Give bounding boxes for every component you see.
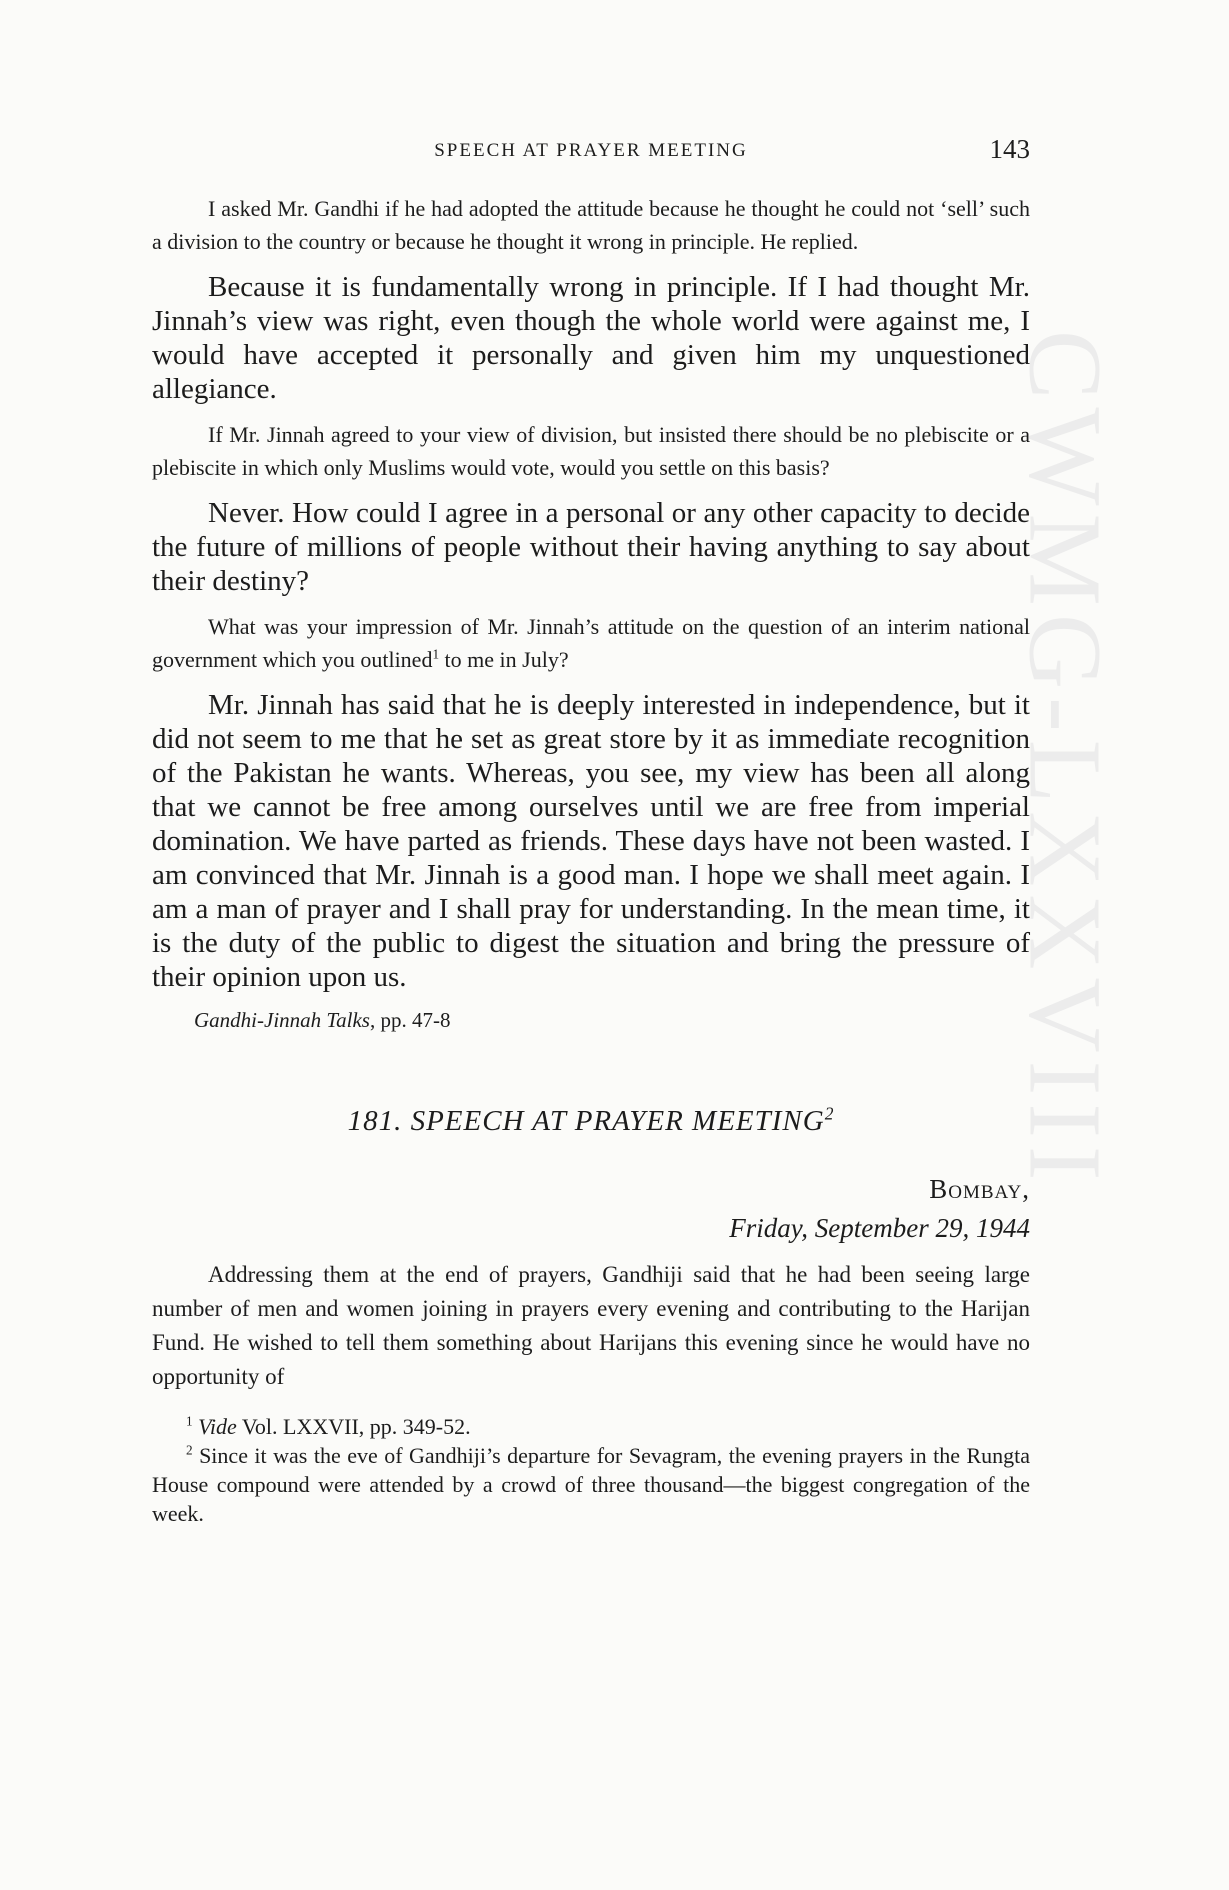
interview-answer: Never. How could I agree in a personal or any other capacity to decide the future of millions of people without their having anything to say about their destiny? (152, 497, 1030, 597)
footnotes (152, 1412, 1030, 1528)
question-text: What was your impression of Mr. Jinnah’s attitude on the question of an interim national government which you outlined (152, 614, 1030, 672)
interview-question (152, 610, 1030, 676)
footnote (152, 1412, 1030, 1441)
dateline-place: Bombay, (929, 1174, 1030, 1204)
question-text: to me in July? (439, 647, 569, 672)
interview-question: If Mr. Jinnah agreed to your view of division, but insisted there should be no plebiscite or a plebiscite in which only Muslims would vote, would you settle on this basis? (152, 422, 1030, 480)
footnote-ref: 2 (824, 1103, 835, 1124)
page-number: 143 (989, 134, 1030, 164)
section-body: Addressing them at the end of prayers, Gandhiji said that he had been seeing large number of men and women joining in prayers every evening and contributing to the Harijan Fund. He wished to tell them something about Harijans this evening since he would have no opportunity of (152, 1262, 1030, 1389)
page-content (152, 192, 1030, 1528)
section-title (152, 1105, 1030, 1138)
footnote-ref: 1 (432, 646, 440, 662)
footnote-text: Vol. LXXVII, pp. 349-52. (236, 1414, 471, 1439)
page-header (152, 134, 1030, 174)
footnote (152, 1441, 1030, 1528)
footnote-text: Since it was the eve of Gandhiji’s departure for Sevagram, the evening prayers in the Rungta House compound were attended by a crowd of three thousand—the biggest congregation of the week. (152, 1443, 1030, 1526)
interview-question: I asked Mr. Gandhi if he had adopted the attitude because he thought he could not ‘sell’ such a division to the country or because he thought it wrong in principle. He replied. (152, 196, 1030, 254)
dateline-date: Friday, September 29, 1944 (729, 1213, 1030, 1243)
watermark-text: CWMG-LXXVIII (1007, 330, 1123, 1189)
footnote-number: 1 (186, 1413, 193, 1429)
interview-answer: Mr. Jinnah has said that he is deeply interested in independence, but it did not seem to me that he set as great store by it as immediate recognition of the Pakistan he wants. Whereas, you see, my view has been all along that we cannot be free among ourselves until we are free from imperial domination. We have parted as friends. These days have not been wasted. I am convinced that Mr. Jinnah is a good man. I hope we shall meet again. I am a man of prayer and I shall pray for understanding. In the mean time, it is the duty of the public to digest the situation and bring the pressure of their opinion upon us. (152, 689, 1030, 993)
source-title: Gandhi-Jinnah Talks (194, 1008, 370, 1032)
running-head: SPEECH AT PRAYER MEETING (434, 140, 748, 161)
source-citation (152, 1008, 1030, 1033)
section-title-text: 181. SPEECH AT PRAYER MEETING (347, 1105, 825, 1137)
footnote-number: 2 (186, 1442, 193, 1458)
footnote-vide: Vide (198, 1414, 237, 1439)
source-pages: , pp. 47-8 (369, 1008, 451, 1032)
interview-answer: Because it is fundamentally wrong in principle. If I had thought Mr. Jinnah’s view was right, even though the whole world were against me, I would have accepted it personally and given him my unquestioned allegiance. (152, 271, 1030, 405)
